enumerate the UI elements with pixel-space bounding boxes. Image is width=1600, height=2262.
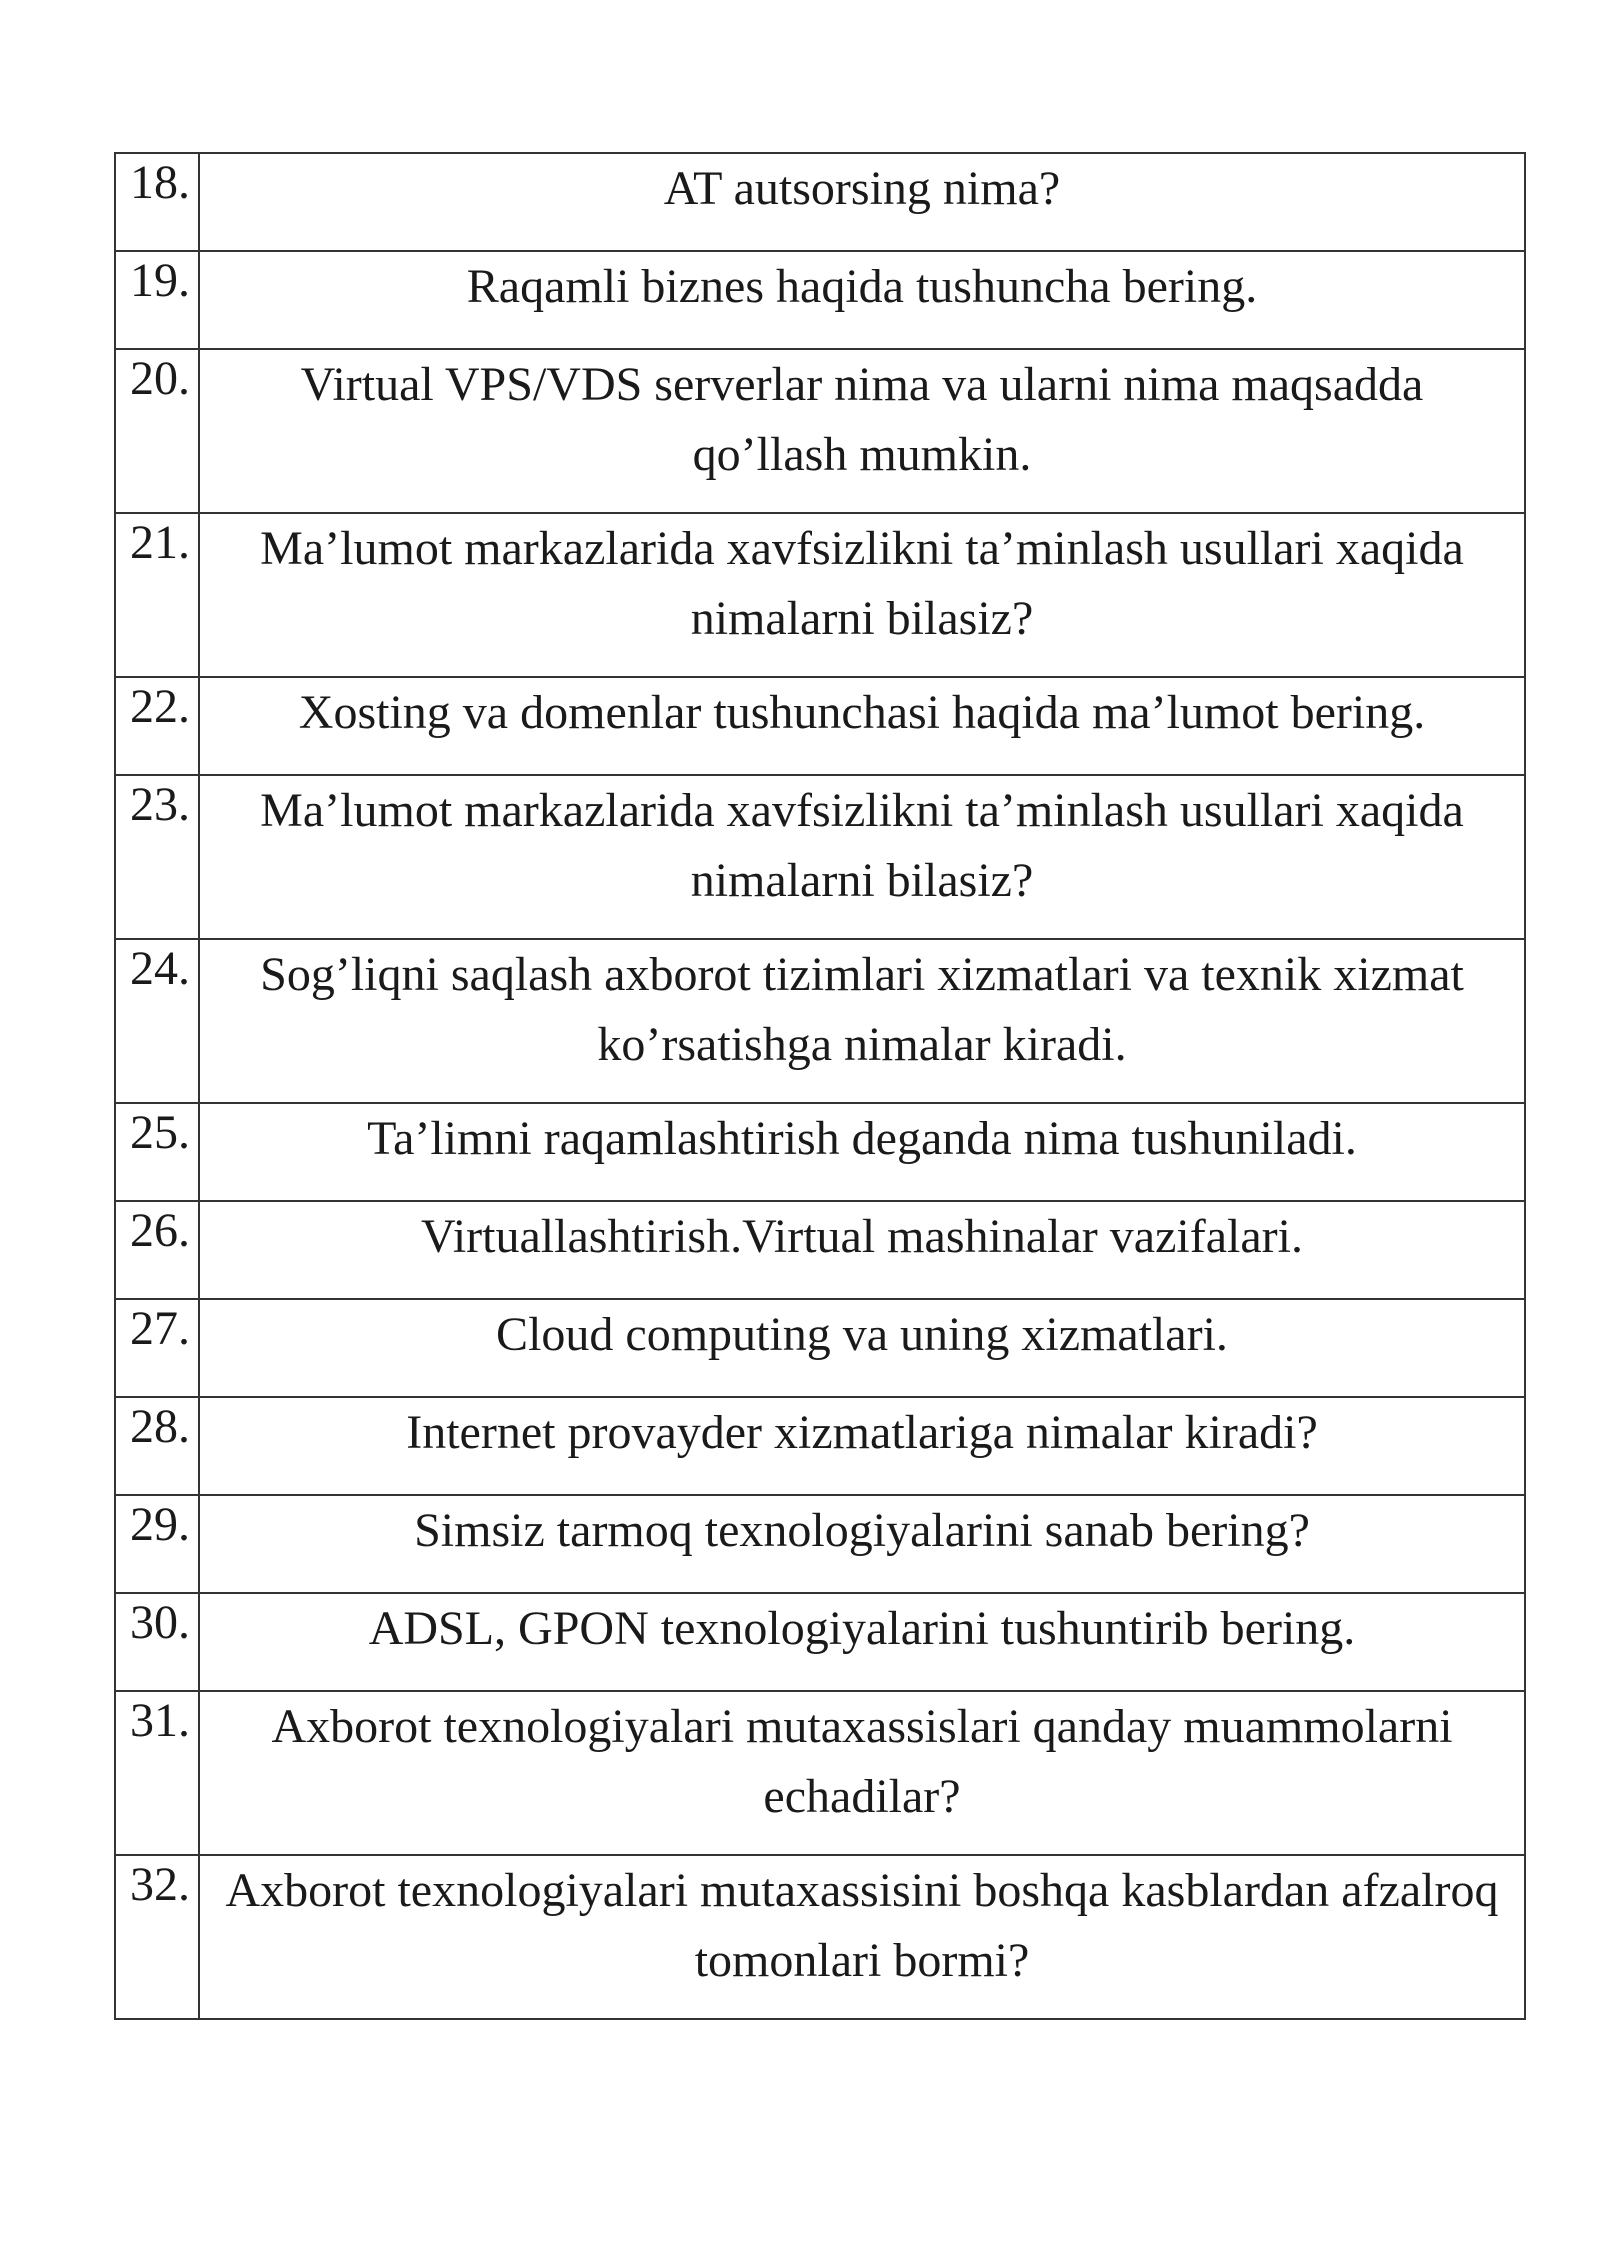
question-number: 21. [130,516,190,569]
table-row [115,939,1525,1103]
table-row [115,153,1525,251]
question-number-cell [115,1855,199,2019]
question-number: 24. [130,942,190,995]
question-number-cell [115,1397,199,1495]
question-text: Axborot texnologiyalari mutaxassisini boshqa kasblardan afzalroq tomonlari bormi? [225,1864,1499,1987]
question-text-cell [199,1397,1525,1495]
question-number-cell [115,939,199,1103]
question-text: Sog’liqni saqlash axborot tizimlari xizmatlari va texnik xizmat ko’rsatishga nimalar kiradi. [260,948,1464,1071]
question-number: 18. [130,156,190,209]
question-text-cell [199,1855,1525,2019]
question-text-cell [199,677,1525,775]
question-number: 22. [130,680,190,733]
question-text: Xosting va domenlar tushunchasi haqida ma’lumot bering. [298,686,1426,739]
question-number-cell [115,349,199,513]
table-row [115,1593,1525,1691]
question-text-cell [199,1103,1525,1201]
question-number-cell [115,251,199,349]
questions-table [114,152,1526,2020]
question-text-cell [199,153,1525,251]
table-row [115,1691,1525,1855]
question-number-cell [115,513,199,677]
question-text: Ma’lumot markazlarida xavfsizlikni ta’minlash usullari xaqida nimalarni bilasiz? [260,522,1464,645]
question-number: 28. [130,1400,190,1453]
question-number-cell [115,1593,199,1691]
question-text: Simsiz tarmoq texnologiyalarini sanab bering? [414,1504,1310,1557]
question-number: 20. [130,352,190,405]
question-text-cell [199,1299,1525,1397]
question-number: 26. [130,1204,190,1257]
question-text-cell [199,513,1525,677]
question-number: 27. [130,1302,190,1355]
question-text: ADSL, GPON texnologiyalarini tushuntirib bering. [368,1602,1356,1655]
question-number: 31. [130,1694,190,1747]
question-text: Virtual VPS/VDS serverlar nima va ularni nima maqsadda qo’llash mumkin. [300,358,1424,481]
question-text: Axborot texnologiyalari mutaxassislari qanday muammolarni echadilar? [271,1700,1453,1823]
question-number-cell [115,153,199,251]
table-row [115,251,1525,349]
question-number: 19. [130,254,190,307]
question-text-cell [199,1495,1525,1593]
questions-table-body [115,153,1525,2019]
table-row [115,1855,1525,2019]
question-text: Internet provayder xizmatlariga nimalar kiradi? [406,1406,1318,1459]
question-number-cell [115,1299,199,1397]
question-number-cell [115,1495,199,1593]
question-text-cell [199,1691,1525,1855]
table-row [115,677,1525,775]
table-row [115,513,1525,677]
question-text-cell [199,775,1525,939]
question-text-cell [199,1593,1525,1691]
question-number-cell [115,677,199,775]
question-text: Cloud computing va uning xizmatlari. [496,1308,1228,1361]
question-number-cell [115,1201,199,1299]
question-number: 29. [130,1498,190,1551]
table-row [115,349,1525,513]
question-text: Ma’lumot markazlarida xavfsizlikni ta’minlash usullari xaqida nimalarni bilasiz? [260,784,1464,907]
question-text: Ta’limni raqamlashtirish deganda nima tushuniladi. [367,1112,1357,1165]
question-text: Virtuallashtirish.Virtual mashinalar vazifalari. [421,1210,1303,1263]
question-number-cell [115,775,199,939]
table-row [115,1495,1525,1593]
question-text-cell [199,1201,1525,1299]
table-row [115,1201,1525,1299]
question-number: 30. [130,1596,190,1649]
question-text-cell [199,251,1525,349]
question-number: 25. [130,1106,190,1159]
question-number: 23. [130,778,190,831]
question-text: Raqamli biznes haqida tushuncha bering. [466,260,1258,313]
table-row [115,1103,1525,1201]
question-number-cell [115,1691,199,1855]
question-text: AT autsorsing nima? [663,162,1061,215]
question-number: 32. [130,1858,190,1911]
question-text-cell [199,939,1525,1103]
table-row [115,1397,1525,1495]
table-row [115,775,1525,939]
question-number-cell [115,1103,199,1201]
table-row [115,1299,1525,1397]
question-text-cell [199,349,1525,513]
